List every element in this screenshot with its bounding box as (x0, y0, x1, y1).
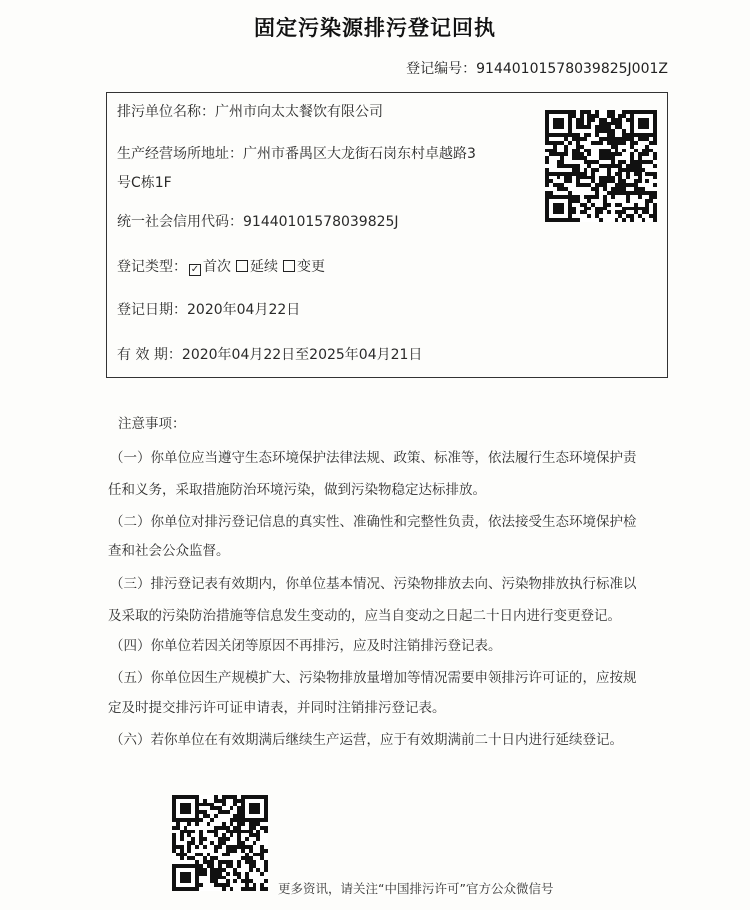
notes-line: 定及时提交排污许可证申请表，并同时注销排污登记表。 (108, 700, 446, 716)
registration-number-value: 91440101578039825J001Z (476, 61, 668, 77)
validity-row (117, 344, 422, 364)
notes-line: （一）你单位应当遵守生态环境保护法律法规、政策、标准等，依法履行生态环境保护责 (110, 450, 637, 466)
company-name-label: 排污单位名称： (117, 104, 215, 120)
notes-line: （二）你单位对排污登记信息的真实性、准确性和完整性负责，依法接受生态环境保护检 (110, 514, 637, 530)
registration-number-label: 登记编号： (406, 61, 477, 77)
credit-code-row (117, 211, 399, 231)
checked-box-icon: ✓ (190, 264, 200, 275)
registration-type-option (281, 259, 325, 275)
notes-line: 查和社会公众监督。 (108, 543, 230, 559)
notes-line: 及采取的污染防治措施等信息发生变动的，应当自变动之日起二十日内进行变更登记。 (108, 608, 621, 624)
document-title: 固定污染源排污登记回执 (254, 16, 496, 40)
notes-heading: 注意事项： (118, 416, 186, 432)
address-value: 广州市番禺区大龙街石岗东村卓越路3 (243, 146, 476, 162)
notes-line: 任和义务，采取措施防治环境污染，做到污染物稳定达标排放。 (108, 482, 486, 498)
registration-type-option-label: 变更 (297, 259, 325, 275)
qr-code (545, 110, 657, 222)
credit-code-label: 统一社会信用代码： (117, 214, 243, 230)
credit-code-value: 91440101578039825J (243, 214, 399, 230)
address-label: 生产经营场所地址： (117, 146, 243, 162)
registration-type-row (117, 256, 328, 276)
notes-line: （六）若你单位在有效期满后继续生产运营，应于有效期满前二十日内进行延续登记。 (110, 732, 623, 748)
notes-line: （五）你单位因生产规模扩大、污染物排放量增加等情况需要申领排污许可证的，应按规 (110, 670, 637, 686)
registration-type-option (234, 259, 278, 275)
footer-text: 更多资讯，请关注“中国排污许可”官方公众微信号 (278, 881, 554, 896)
address-row-cont: 号C栋1F (117, 175, 172, 191)
registration-date-row (117, 299, 300, 319)
company-name-row (117, 101, 383, 121)
registration-date-label: 登记日期： (117, 302, 187, 318)
registration-date-value: 2020年04月22日 (187, 302, 301, 318)
company-name-value: 广州市向太太餐饮有限公司 (215, 104, 383, 120)
wechat-qr-code (172, 795, 268, 891)
registration-info-box (106, 92, 668, 378)
registration-type-option-label: 延续 (250, 259, 278, 275)
address-row (117, 143, 476, 163)
notes-line: （三）排污登记表有效期内，你单位基本情况、污染物排放去向、污染物排放执行标准以 (110, 576, 637, 592)
registration-type-label: 登记类型： (117, 259, 187, 275)
notes-line: （四）你单位若因关闭等原因不再排污，应及时注销排污登记表。 (110, 638, 502, 654)
unchecked-box-icon (283, 260, 295, 272)
unchecked-box-icon (236, 260, 248, 272)
validity-value: 2020年04月22日至2025年04月21日 (181, 347, 423, 363)
registration-number (406, 58, 668, 78)
registration-type-option (187, 259, 231, 275)
validity-label: 有 效 期： (117, 347, 182, 363)
registration-type-option-label: 首次 (203, 259, 231, 275)
